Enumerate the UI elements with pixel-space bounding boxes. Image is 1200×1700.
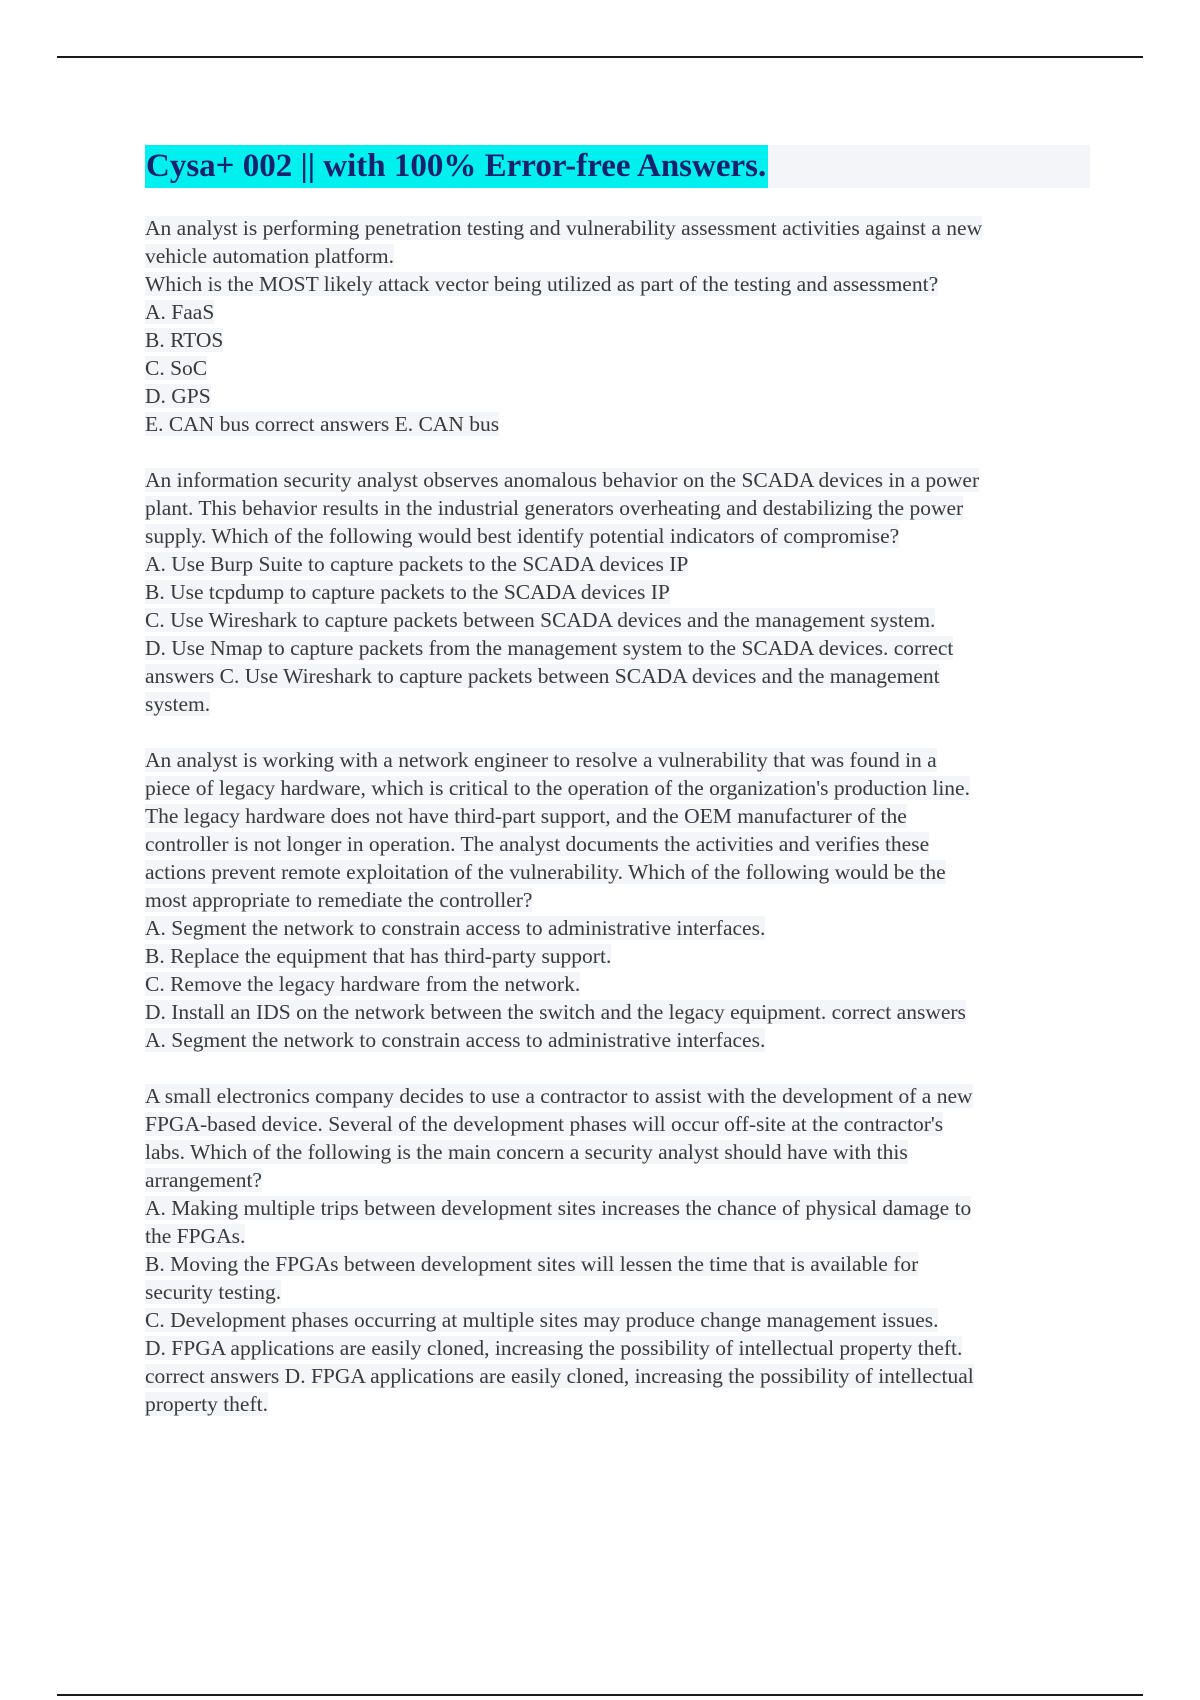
question-line-text: FPGA-based device. Several of the development phases will occur off-site at the contractor's [145, 1112, 944, 1136]
question-line-text: A. FaaS [145, 300, 215, 324]
question-line-text: B. Use tcpdump to capture packets to the SCADA devices IP [145, 580, 670, 604]
question-line [145, 942, 1090, 970]
question-line [145, 886, 1090, 914]
question-line-text: B. Moving the FPGAs between development sites will lessen the time that is available for [145, 1252, 919, 1276]
question-line-text: property theft. [145, 1392, 268, 1416]
question-line [145, 494, 1090, 522]
question-line-text: labs. Which of the following is the main concern a security analyst should have with this [145, 1140, 908, 1164]
question-line-text: An analyst is performing penetration testing and vulnerability assessment activities against a new [145, 216, 983, 240]
question-line-text: D. FPGA applications are easily cloned, increasing the possibility of intellectual property theft. [145, 1336, 963, 1360]
question-list [145, 214, 1090, 1418]
question-line-text: A small electronics company decides to use a contractor to assist with the development of a new [145, 1084, 973, 1108]
question-line [145, 1194, 1090, 1222]
question-line-text: Which is the MOST likely attack vector being utilized as part of the testing and assessment? [145, 272, 939, 296]
title-bar [145, 145, 1090, 188]
question-line-text: A. Use Burp Suite to capture packets to the SCADA devices IP [145, 552, 689, 576]
question-block [145, 746, 1090, 1054]
question-line-text: E. CAN bus correct answers E. CAN bus [145, 412, 500, 436]
question-line [145, 970, 1090, 998]
question-block [145, 466, 1090, 718]
question-line [145, 298, 1090, 326]
page-bottom-rule [57, 1694, 1143, 1696]
question-line-text: arrangement? [145, 1168, 262, 1192]
question-line-text: A. Segment the network to constrain access to administrative interfaces. [145, 916, 766, 940]
question-line [145, 242, 1090, 270]
question-line-text: C. Development phases occurring at multiple sites may produce change management issues. [145, 1308, 939, 1332]
question-block [145, 214, 1090, 438]
question-line [145, 1250, 1090, 1278]
question-line [145, 1278, 1090, 1306]
question-line-text: D. Use Nmap to capture packets from the management system to the SCADA devices. correct [145, 636, 954, 660]
question-line [145, 354, 1090, 382]
question-line-text: C. Use Wireshark to capture packets between SCADA devices and the management system. [145, 608, 936, 632]
question-line-text: actions prevent remote exploitation of the vulnerability. Which of the following would be the [145, 860, 946, 884]
question-line [145, 382, 1090, 410]
question-line-text: controller is not longer in operation. The analyst documents the activities and verifies these [145, 832, 930, 856]
question-line [145, 550, 1090, 578]
question-line [145, 1334, 1090, 1362]
question-line-text: correct answers D. FPGA applications are easily cloned, increasing the possibility of intellectual [145, 1364, 974, 1388]
question-line [145, 690, 1090, 718]
question-line-text: An information security analyst observes anomalous behavior on the SCADA devices in a power [145, 468, 980, 492]
question-line [145, 326, 1090, 354]
question-line [145, 1390, 1090, 1418]
question-line-text: vehicle automation platform. [145, 244, 394, 268]
question-line [145, 830, 1090, 858]
page-top-rule [57, 56, 1143, 58]
question-line-text: A. Segment the network to constrain access to administrative interfaces. [145, 1028, 766, 1052]
question-line [145, 746, 1090, 774]
question-line [145, 578, 1090, 606]
question-line [145, 662, 1090, 690]
question-line-text: piece of legacy hardware, which is critical to the operation of the organization's production line. [145, 776, 970, 800]
document-body [145, 145, 1090, 1446]
question-line [145, 1026, 1090, 1054]
question-line [145, 1110, 1090, 1138]
question-line-text: security testing. [145, 1280, 282, 1304]
question-line [145, 270, 1090, 298]
question-line [145, 1222, 1090, 1250]
question-line [145, 634, 1090, 662]
question-line-text: plant. This behavior results in the industrial generators overheating and destabilizing the power [145, 496, 964, 520]
question-line [145, 606, 1090, 634]
question-line [145, 214, 1090, 242]
question-line-text: B. RTOS [145, 328, 224, 352]
question-line [145, 410, 1090, 438]
question-line [145, 466, 1090, 494]
question-line-text: D. GPS [145, 384, 211, 408]
question-line [145, 1362, 1090, 1390]
question-line [145, 1306, 1090, 1334]
question-line [145, 1166, 1090, 1194]
question-line [145, 774, 1090, 802]
question-line-text: C. SoC [145, 356, 208, 380]
question-line [145, 1138, 1090, 1166]
document-title: Cysa+ 002 || with 100% Error-free Answers. [145, 145, 768, 188]
question-block [145, 1082, 1090, 1418]
question-line-text: supply. Which of the following would best identify potential indicators of compromise? [145, 524, 900, 548]
question-line [145, 1082, 1090, 1110]
question-line-text: The legacy hardware does not have third-part support, and the OEM manufacturer of the [145, 804, 907, 828]
question-line [145, 998, 1090, 1026]
question-line [145, 802, 1090, 830]
question-line-text: An analyst is working with a network engineer to resolve a vulnerability that was found in a [145, 748, 937, 772]
question-line-text: the FPGAs. [145, 1224, 246, 1248]
question-line [145, 522, 1090, 550]
question-line-text: most appropriate to remediate the controller? [145, 888, 533, 912]
question-line-text: D. Install an IDS on the network between the switch and the legacy equipment. correct answers [145, 1000, 966, 1024]
question-line-text: system. [145, 692, 211, 716]
question-line-text: A. Making multiple trips between development sites increases the chance of physical damage to [145, 1196, 972, 1220]
question-line-text: answers C. Use Wireshark to capture packets between SCADA devices and the management [145, 664, 940, 688]
question-line [145, 914, 1090, 942]
question-line [145, 858, 1090, 886]
question-line-text: C. Remove the legacy hardware from the network. [145, 972, 581, 996]
question-line-text: B. Replace the equipment that has third-party support. [145, 944, 612, 968]
